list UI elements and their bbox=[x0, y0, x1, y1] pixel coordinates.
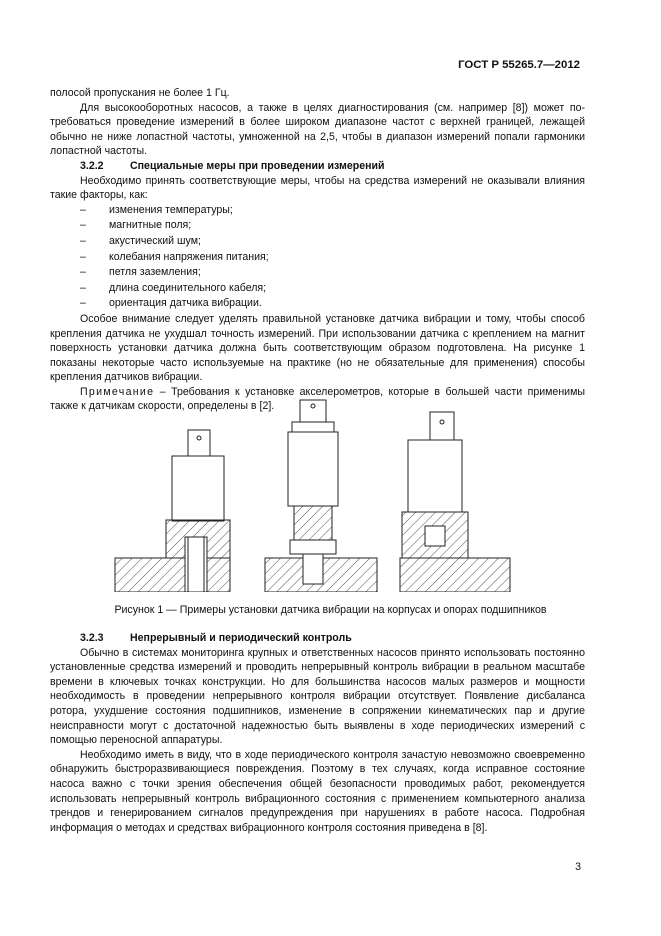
note-text: – Требования к установке акселерометров, которые в большей части применимы также к датчикам скорости, определены в [2]. bbox=[50, 385, 585, 413]
list-item: – акустический шум; bbox=[50, 234, 585, 250]
section-title: Специальные меры при проведении измерений bbox=[130, 159, 385, 172]
sensor-threaded-mount bbox=[265, 400, 377, 592]
figure-caption: Рисунок 1 — Примеры установки датчика вибрации на корпусах и опорах подшипников bbox=[114, 604, 547, 616]
sensor-adhesive-mount bbox=[400, 412, 510, 592]
surface-body bbox=[400, 558, 510, 592]
top-text-block bbox=[50, 86, 585, 414]
standard-header: ГОСТ Р 55265.7—2012 bbox=[458, 59, 580, 71]
list-item: – петля заземления; bbox=[50, 265, 585, 281]
sensor-stud-mount bbox=[115, 430, 230, 592]
list-item: – длина соединительного кабеля; bbox=[50, 281, 585, 297]
sensor-mounting-figure bbox=[100, 392, 600, 592]
paragraph-monitoring-systems: Обычно в системах мониторинга крупных и ответственных насосов принято использовать постоянно установленные средства измерений и проводить непрерывный контроль вибрации в реальном масштабе времени в ключевых точках конструкции. Но для большинства насосов малых размеров и мощности необходимость в проведении непрерывного контроля вибрации отсутствует. Появление дисбаланса ротора, ухудшение состояния подшипников, изменение в сопряжении кинематических пар и другие неисправности могут с достаточной надежностью быть выявлены в ходе периодических измерений с помощью переносной аппаратуры. bbox=[50, 646, 585, 747]
continued-line: полосой пропускания не более 1 Гц. bbox=[50, 87, 230, 99]
page-number: 3 bbox=[575, 861, 581, 873]
section-3-2-3-block bbox=[50, 631, 585, 835]
list-item: – колебания напряжения питания; bbox=[50, 250, 585, 266]
list-item: – ориентация датчика вибрации. bbox=[50, 296, 585, 312]
surface-body bbox=[115, 558, 230, 592]
paragraph-high-speed-pumps: Для высокооборотных насосов, а также в целях диагностирования (см. например [8]) может потребоваться проведение измерений в более широком диапазоне частот с верхней границей, лежащей обычно не ниже лопастной частоты, умноженной на 2,5, чтобы в диапазон измерений попали гармоники лопастной частоты. bbox=[50, 101, 585, 158]
section-heading-3-2-3 bbox=[50, 631, 585, 646]
section-heading-3-2-2 bbox=[50, 159, 585, 174]
section-number: 3.2.2 bbox=[80, 159, 104, 172]
paragraph-sensor-mounting: Особое внимание следует уделять правильной установке датчика вибрации и тому, чтобы способ крепления датчика не ухудшал точность измерений. При использовании датчика с креплением на магнит поверхность установки датчика должна быть соответствующим образом подготовлена. На рисунке 1 показаны некоторые часто используемые на практике (но не обязательные для применения) способы крепления датчиков вибрации. bbox=[50, 312, 585, 384]
paragraph-measures-intro: Необходимо принять соответствующие меры, чтобы на средства измерений не оказывали влияния такие факторы, как: bbox=[50, 174, 585, 202]
note-label: Примечание bbox=[80, 385, 155, 398]
list-item: – магнитные поля; bbox=[50, 218, 585, 234]
section-number: 3.2.3 bbox=[80, 632, 104, 644]
paragraph-periodic-control: Необходимо иметь в виду, что в ходе периодического контроля зачастую невозможно своевременно обнаружить быстроразвивающиеся повреждения. Поэтому в тех случаях, когда исправное состояние насоса важно с точки зрения обеспечения общей безопасности проводимых работ, рекомендуется использовать непрерывный контроль вибрационного состояния с применением компьютерного анализа трендов и генерированием сигналов предупреждения при нарушениях в работе насоса. Подробная информация о методах и средствах вибрационного контроля состояния приведена в [8]. bbox=[50, 748, 585, 834]
factors-list bbox=[50, 203, 585, 312]
list-item: – изменения температуры; bbox=[50, 203, 585, 219]
section-title: Непрерывный и периодический контроль bbox=[130, 632, 352, 644]
